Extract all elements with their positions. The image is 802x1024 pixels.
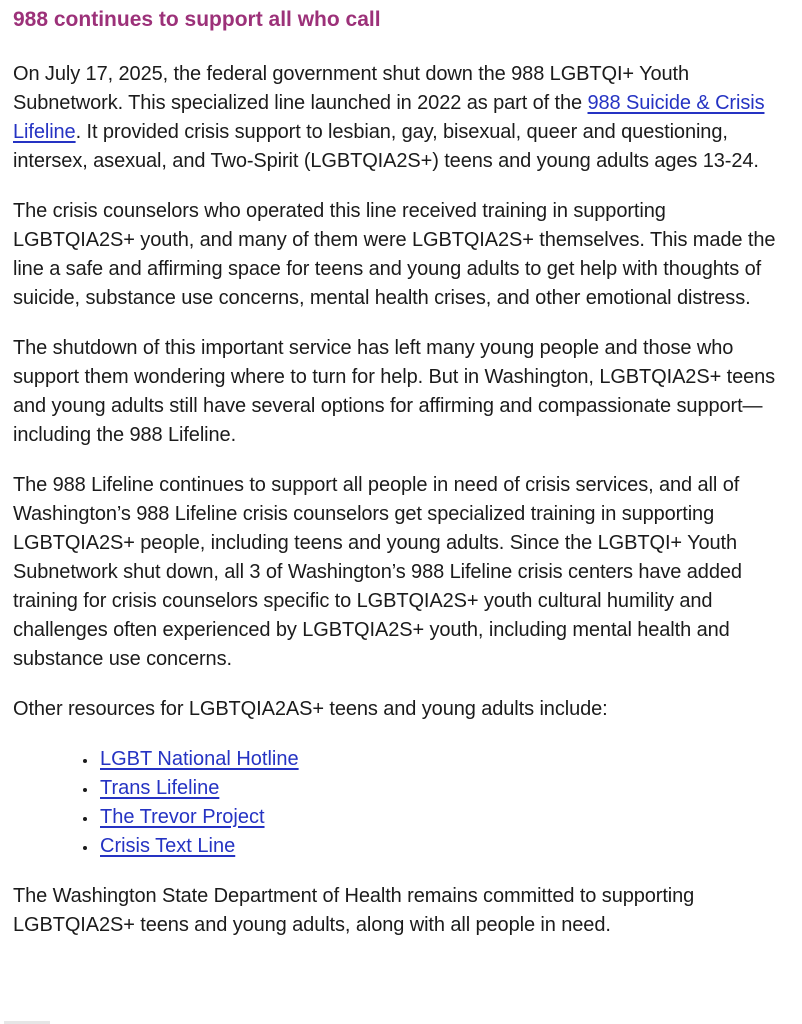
list-item-trevor-project [98,803,791,832]
list-item-lgbt-national-hotline [98,745,791,774]
resource-links-list [13,745,791,861]
paragraph-1-text-after-link: . It provided crisis support to lesbian, gay, bisexual, queer and questioning, intersex, asexual, and Two-Spirit (LGBTQIA2S+) teens and young adults ages 13-24. [13,121,759,172]
link-lgbt-national-hotline[interactable]: LGBT National Hotline [100,748,299,770]
paragraph-988-lifeline-support: The 988 Lifeline continues to support all people in need of crisis services, and all of Washington’s 988 Lifeline crisis counselors get specialized training in supporting LGBTQIA2S+ people, including teens and young adults. Since the LGBTQI+ Youth Subnetwork shut down, all 3 of Washington’s 988 Lifeline crisis centers have added training for crisis counselors specific to LGBTQIA2S+ youth cultural humility and challenges often experienced by LGBTQIA2S+ youth, including mental health and substance use concerns. [13,474,742,670]
list-item-crisis-text-line [98,832,791,861]
paragraph-shutdown-impact: The shutdown of this important service has left many young people and those who support them wondering where to turn for help. But in Washington, LGBTQIA2S+ teens and young adults still have several options for affirming and compassionate support—including the 988 Lifeline. [13,337,776,446]
paragraph-doh-commitment: The Washington State Department of Health remains committed to supporting LGBTQIA2S+ teens and young adults, along with all people in need. [13,885,695,936]
paragraph-crisis-counselors: The crisis counselors who operated this line received training in supporting LGBTQIA2S+ youth, and many of them were LGBTQIA2S+ themselves. This made the line a safe and affirming space for teens and young adults to get help with thoughts of suicide, substance use concerns, mental health crises, and other emotional distress. [13,200,776,309]
list-item-trans-lifeline [98,774,791,803]
paragraph-other-resources-intro: Other resources for LGBTQIA2AS+ teens and young adults include: [13,698,608,720]
link-988-suicide-crisis-lifeline[interactable]: 988 Suicide & Crisis Lifeline [13,92,765,143]
paragraph-1-text-before-link: On July 17, 2025, the federal government shut down the 988 LGBTQI+ Youth Subnetwork. This specialized line launched in 2022 as part of the [13,63,690,114]
link-the-trevor-project[interactable]: The Trevor Project [100,806,265,828]
link-crisis-text-line[interactable]: Crisis Text Line [100,835,236,857]
link-trans-lifeline[interactable]: Trans Lifeline [100,777,220,799]
paragraph-shutdown-announcement [13,60,791,176]
page-title: 988 continues to support all who call [13,8,381,31]
